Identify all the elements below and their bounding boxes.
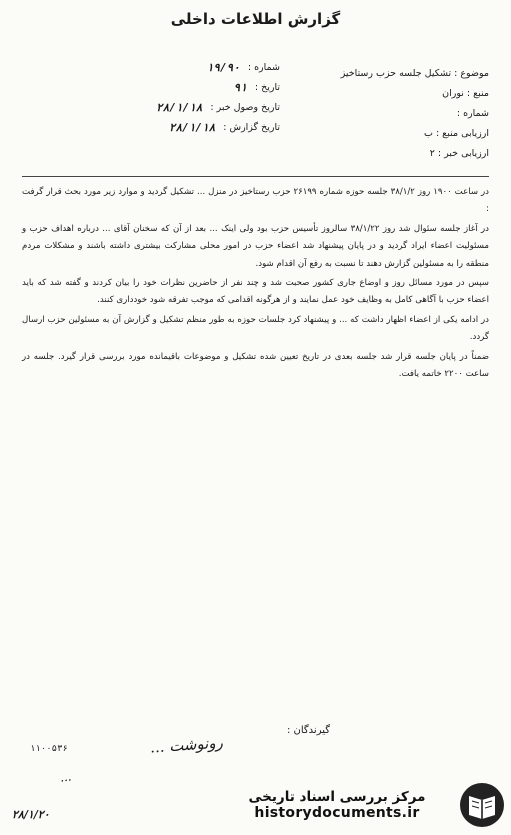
body-paragraph-4: ضمناً در پایان جلسه قرار شد جلسه بعدی در تاریخ تعیین شده تشکیل و موضوعات باقیمانده مورد بررسی قرار گیرد. جلسه در ساعت ۲۲۰۰ خاتمه یافت.: [22, 351, 489, 380]
header-fields-left: [30, 58, 280, 138]
header-divider: [22, 176, 489, 177]
number-value: ۱۹/۹۰: [206, 61, 240, 74]
body-paragraph-2: سپس در مورد مسائل روز و اوضاع جاری کشور صحبت شد و چند نفر از حاضرین نظرات خود را بیان کردند و گفته شد که باید اعضاء حزب با آگاهی کامل به وظایف خود عمل نمایند و از هرگونه اقدامی که موجب تفرقه شود خودداری کنند.: [22, 278, 489, 306]
body-paragraph-3: در ادامه یکی از اعضاء اظهار داشت که ... و پیشنهاد کرد جلسات حوزه به طور منظم تشکیل و گزارش آن به مسئولین حزب ارسال گردد.: [22, 314, 489, 343]
archive-watermark: [222, 776, 506, 834]
number-row: [30, 58, 280, 78]
subject-line: موضوع : تشکیل جلسه حزب رستاخیز: [340, 68, 489, 79]
body-paragraph-1: در آغاز جلسه سئوال شد روز ۳۸/۱/۲۲ سالروز تأسیس حزب بود ولی اینک ... بعد از آن که سخنان آقای ... درباره اهداف حزب و مسئولیت اعضاء ایراد گردید و در پایان پیشنهاد شد اعضاء حزب در امور محلی مشارکت بیشتری داشته باشند و مشکلات مردم منطقه را به مسئولین گزارش دهند تا نسبت به رفع آن اقدام شود.: [22, 223, 489, 269]
intro-paragraph: در ساعت ۱۹۰۰ روز ۳۸/۱/۲ جلسه حوزه شماره ۲۶۱۹۹ حزب رستاخیز در منزل ... تشکیل گردید و موارد زیر مورد بحث قرار گرفت :: [22, 187, 489, 215]
stamp-date: ۲۸/۱/۲۰: [12, 808, 50, 821]
receipt-date-row: [30, 98, 280, 118]
source-line: منبع : نوران: [442, 88, 489, 99]
recipients-label: گیرندگان :: [286, 725, 330, 736]
info-grade-line: ارزیابی خبر : ۲: [429, 148, 489, 159]
document-title: گزارش اطلاعات داخلی: [170, 10, 341, 28]
date-row: [30, 78, 280, 98]
receipt-date-label: تاریخ وصول خبر :: [210, 102, 280, 113]
archive-book-logo-icon: [458, 781, 506, 829]
watermark-url: historydocuments.ir: [254, 805, 420, 821]
report-number-line: شماره :: [456, 108, 489, 119]
report-date-label: تاریخ گزارش :: [223, 122, 280, 133]
source-grade-line: ارزیابی منبع : ب: [424, 128, 489, 139]
date-label: تاریخ :: [254, 82, 280, 93]
report-date-value: ۲۸/۱/۱۸: [168, 121, 216, 134]
number-label: شماره :: [247, 62, 280, 73]
receipt-date-value: ۲۸/۱/۱۸: [156, 101, 203, 114]
reference-number: ۱۱۰۰۵۳۶: [30, 744, 68, 754]
report-body: [22, 184, 489, 385]
handwritten-note: ...: [59, 769, 73, 785]
number-sub-value: ۹۱: [233, 81, 247, 94]
handwritten-signature: رونوشت ...: [149, 733, 224, 757]
watermark-title-fa: مرکز بررسی اسناد تاریخی: [248, 789, 426, 805]
header-fields-right: [259, 64, 489, 164]
watermark-text: [222, 789, 452, 821]
report-date-row: [30, 118, 280, 138]
